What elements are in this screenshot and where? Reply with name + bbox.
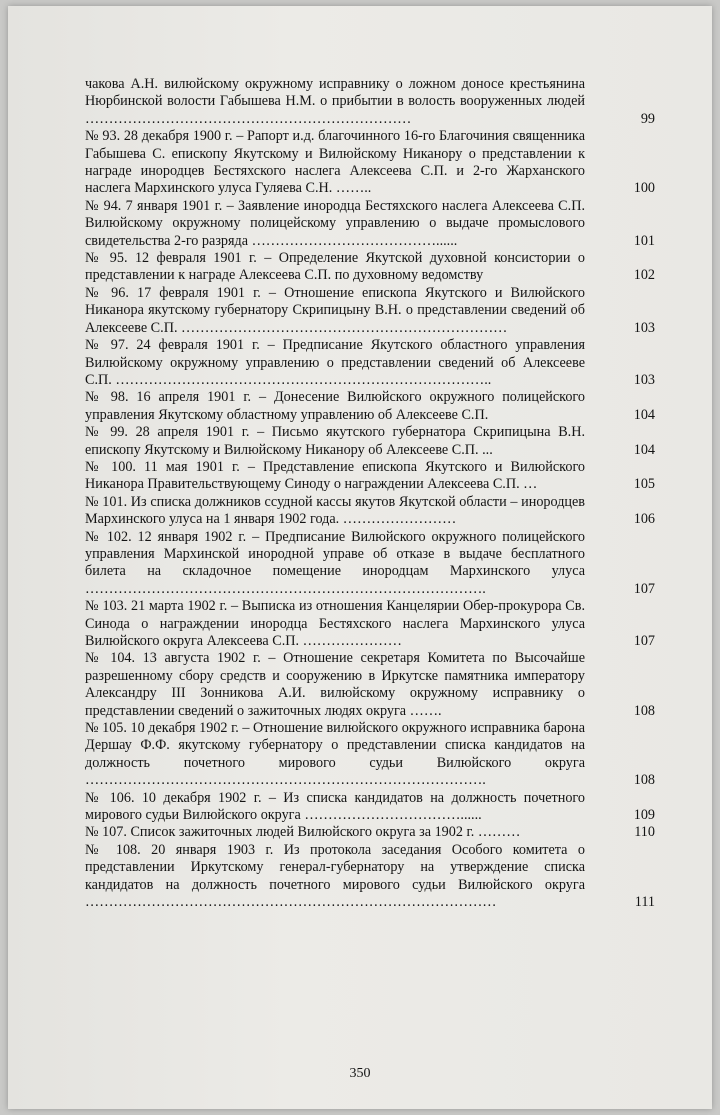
toc-entry-page: 107: [633, 580, 655, 597]
toc-entry: [85, 250, 655, 285]
toc-entry-text: № 107. Список зажиточных людей Вилюйского округа за 1902 г. ………: [85, 824, 521, 841]
toc-entry-text: № 106. 10 декабря 1902 г. – Из списка кандидатов на должность почетного мирового судьи Вилюйского округа ……………………………......: [85, 789, 585, 824]
book-page: [8, 6, 712, 1109]
toc-entry-page: 107: [633, 633, 655, 649]
toc-entry-text: № 100. 11 мая 1901 г. – Представление епископа Якутского и Вилюйского Никанора Правительствующему Синоду о награждении Алексеева С.П. …: [85, 458, 585, 493]
toc-entry-page: 106: [633, 511, 655, 528]
toc-entry: [85, 529, 655, 599]
toc-entry-text: № 95. 12 февраля 1901 г. – Определение Якутской духовной консистории о представлении к награде Алексеева С.П. по духовному ведомству: [85, 250, 585, 284]
toc-entry-page: 108: [633, 702, 655, 719]
toc-entry: [85, 650, 655, 720]
page-number: 350: [349, 1066, 371, 1081]
toc-entry-text: № 99. 28 апреля 1901 г. – Письмо якутского губернатора Скрипицына В.Н. епископу Якутскому и Вилюйскому Никанору об Алексееве С.П. ...: [85, 424, 585, 458]
toc-entry-text: № 97. 24 февраля 1901 г. – Предписание Якутского областного управления Вилюйскому окружному управлению о представлении сведений об Алексееве С.П. ……………………………………………………………………..: [85, 337, 585, 388]
toc-entry-page: 111: [634, 894, 655, 911]
toc-entry: [85, 128, 655, 198]
toc-entry-text: № 102. 12 января 1902 г. – Предписание Вилюйского окружного полицейского управления Мархинской инородной управе об отказе в выдаче бесплатного билета на складочное помещение инородцам Мархинского улуса ………………………………………………………………………….: [85, 528, 585, 597]
toc-entry-text: чакова А.Н. вилюйскому окружному исправнику о ложном доносе крестьянина Нюрбинской волости Габышева Н.М. о прибытии в волость вооруженных людей ……………………………………………………………: [85, 76, 585, 127]
toc-entry: [85, 459, 655, 494]
toc-entry-text: № 93. 28 декабря 1900 г. – Рапорт и.д. благочинного 16-го Благочиния священника Габышева С. епископу Якутскому и Вилюйскому Никанору о представлении к награде инородцев Бестяхского наслега Алексеева С.П. и 2-го Жарханского наслега Мархинского улуса Гуляева С.Н. ……..: [85, 128, 585, 197]
toc-entry-page: 104: [633, 441, 655, 458]
table-of-contents: [85, 76, 655, 912]
toc-entry-page: 103: [633, 371, 655, 388]
toc-entry-text: № 108. 20 января 1903 г. Из протокола заседания Особого комитета о представлении Иркутскому генерал-губернатору на утверждение списка кандидатов на должность почетного мирового судьи Вилюйского округа ……………………………………………………………………………: [85, 841, 585, 911]
toc-entry: [85, 598, 655, 650]
toc-entry: [85, 389, 655, 424]
toc-entry-page: 109: [633, 807, 655, 824]
toc-entry-page: 100: [633, 180, 655, 197]
toc-entry: [85, 494, 655, 529]
toc-entry-text: № 101. Из списка должников ссудной кассы якутов Якутской области – инородцев Мархинского улуса на 1 января 1902 года. ……………………: [85, 493, 585, 528]
toc-entry-page: 99: [640, 110, 655, 127]
toc-entry: [85, 337, 655, 389]
toc-entry: [85, 76, 655, 128]
toc-entry: [85, 720, 655, 790]
toc-entry-text: № 94. 7 января 1901 г. – Заявление инородца Бестяхского наслега Алексеева С.П. Вилюйскому окружному полицейскому управлению о выдаче промыслового свидетельства 2-го разряда …………………………………......: [85, 197, 585, 249]
toc-entry-page: 108: [633, 772, 655, 789]
toc-entry-text: № 103. 21 марта 1902 г. – Выписка из отношения Канцелярии Обер-прокурора Св. Синода о награждении инородца Бестяхского наслега Мархинского улуса Вилюйского округа Алексеева С.П. …………………: [85, 598, 585, 649]
toc-entry: [85, 424, 655, 459]
toc-entry-text: № 98. 16 апреля 1901 г. – Донесение Вилюйского окружного полицейского управления Якутскому областному управлению об Алексееве С.П.: [85, 389, 585, 423]
toc-entry-text: № 104. 13 августа 1902 г. – Отношение секретаря Комитета по Высочайше разрешенному сбору средств и сооружению в Иркутске памятника императору Александру III Зонникова А.И. вилюйскому окружному исправнику о представлении сведений о зажиточных людях округа …….: [85, 650, 585, 719]
toc-entry-text: № 105. 10 декабря 1902 г. – Отношение вилюйского окружного исправника барона Дершау Ф.Ф. якутскому губернатору о представлении списка кандидатов на должность почетного мирового судьи Вилюйского округа ………………………………………………………………………….: [85, 720, 585, 789]
toc-entry-page: 105: [633, 476, 655, 493]
toc-entry: [85, 824, 655, 841]
toc-entry-page: 104: [633, 406, 655, 423]
toc-entry: [85, 790, 655, 825]
toc-entry: [85, 285, 655, 337]
toc-entry-page: 101: [633, 232, 655, 249]
toc-entry-page: 103: [633, 319, 655, 336]
toc-entry: [85, 842, 655, 912]
toc-entry-page: 102: [633, 267, 655, 284]
toc-entry-page: 110: [634, 824, 655, 841]
toc-entry-text: № 96. 17 февраля 1901 г. – Отношение епископа Якутского и Вилюйского Никанора якутскому губернатору Скрипицыну В.Н. о представлении сведений об Алексееве С.П. ……………………………………………………………: [85, 284, 585, 336]
toc-entry: [85, 198, 655, 250]
